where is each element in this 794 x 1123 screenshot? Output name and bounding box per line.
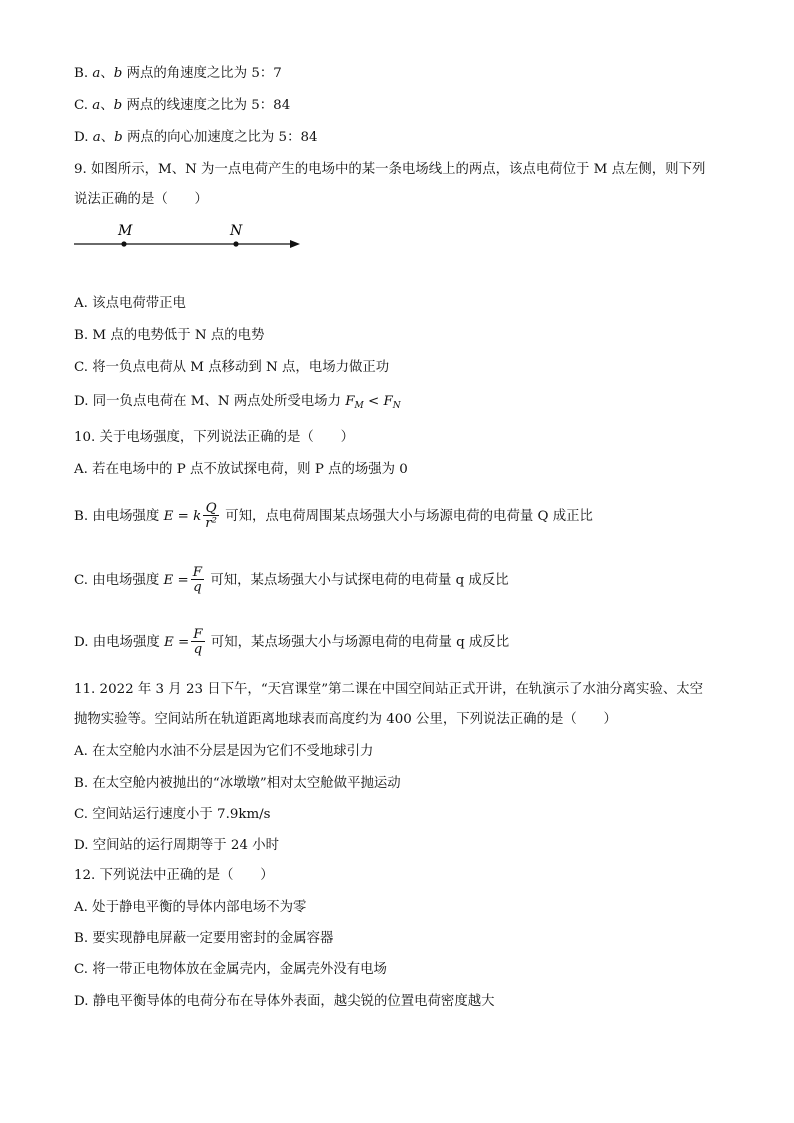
q12-stem: 12. 下列说法中正确的是（ ）: [74, 868, 274, 883]
q9-stem-line1: 9. 如图所示，M、N 为一点电荷产生的电场中的某一条电场线上的两点，该点电荷位于 M 点左侧，则下列: [74, 162, 706, 177]
q8-option-d: D. a、b 两点的向心加速度之比为 5：84: [74, 130, 318, 145]
field-line-arrowhead: [290, 240, 300, 248]
q8-option-b: B. a、b 两点的角速度之比为 5：7: [74, 66, 282, 81]
point-n: [233, 241, 238, 246]
q9-option-c: C. 将一负点电荷从 M 点移动到 N 点，电场力做正功: [74, 360, 390, 375]
q10-option-d: D. 由电场强度 E = $\frac{F}{q}$ 可知，某点场强大小与场源电荷的电荷量 q 成反比: [74, 627, 510, 658]
q12-option-a: A. 处于静电平衡的导体内部电场不为零: [74, 900, 307, 915]
fraction-f-over-q: $\frac{F}{q}$: [192, 565, 203, 596]
point-m: [121, 241, 126, 246]
q9-field-line-figure: [70, 220, 310, 254]
q11-option-d: D. 空间站的运行周期等于 24 小时: [74, 838, 280, 853]
fraction-q-over-r2: $\frac{Q}{\text{r²}}$: [205, 501, 217, 532]
q12-option-c: C. 将一带正电物体放在金属壳内，金属壳外没有电场: [74, 962, 387, 977]
label-m: M: [118, 223, 133, 239]
q11-option-a: A. 在太空舱内水油不分层是因为它们不受地球引力: [74, 744, 374, 759]
q9-stem-line2: 说法正确的是（ ）: [74, 192, 208, 207]
q9-option-b: B. M 点的电势低于 N 点的电势: [74, 328, 265, 343]
q11-stem-line2: 抛物实验等。空间站所在轨道距离地球表而高度约为 400 公里，下列说法正确的是（ ）: [74, 712, 617, 727]
q12-option-b: B. 要实现静电屏蔽一定要用密封的金属容器: [74, 931, 334, 946]
q11-option-c: C. 空间站运行速度小于 7.9km/s: [74, 807, 271, 822]
q9-option-d: D. 同一负点电荷在 M、N 两点处所受电场力 $F_M < F_N$: [74, 394, 401, 411]
q8-option-c: C. a、b 两点的线速度之比为 5：84: [74, 98, 291, 113]
fraction-f-over-q: $\frac{F}{q}$: [193, 627, 203, 658]
q10-option-a: A. 若在电场中的 P 点不放试探电荷，则 P 点的场强为 0: [74, 462, 408, 477]
q9-option-a: A. 该点电荷带正电: [74, 296, 186, 311]
q11-option-b: B. 在太空舱内被抛出的“冰墩墩”相对太空舱做平抛运动: [74, 776, 401, 791]
q12-option-d: D. 静电平衡导体的电荷分布在导体外表面，越尖锐的位置电荷密度越大: [74, 994, 495, 1009]
q10-stem: 10. 关于电场强度，下列说法正确的是（ ）: [74, 430, 354, 445]
q10-option-b: B. 由电场强度 E = k $\frac{Q}{\text{r²}}$ 可知，点电荷周围某点场强大小与场源电荷的电荷量 Q 成正比: [74, 501, 593, 532]
q11-stem-line1: 11. 2022 年 3 月 23 日下午，“天宫课堂”第二课在中国空间站正式开讲，在轨演示了水油分离实验、太空: [74, 682, 704, 697]
label-n: N: [230, 223, 243, 239]
q10-option-c: C. 由电场强度 E = $\frac{F}{q}$ 可知，某点场强大小与试探电荷的电荷量 q 成反比: [74, 565, 509, 596]
